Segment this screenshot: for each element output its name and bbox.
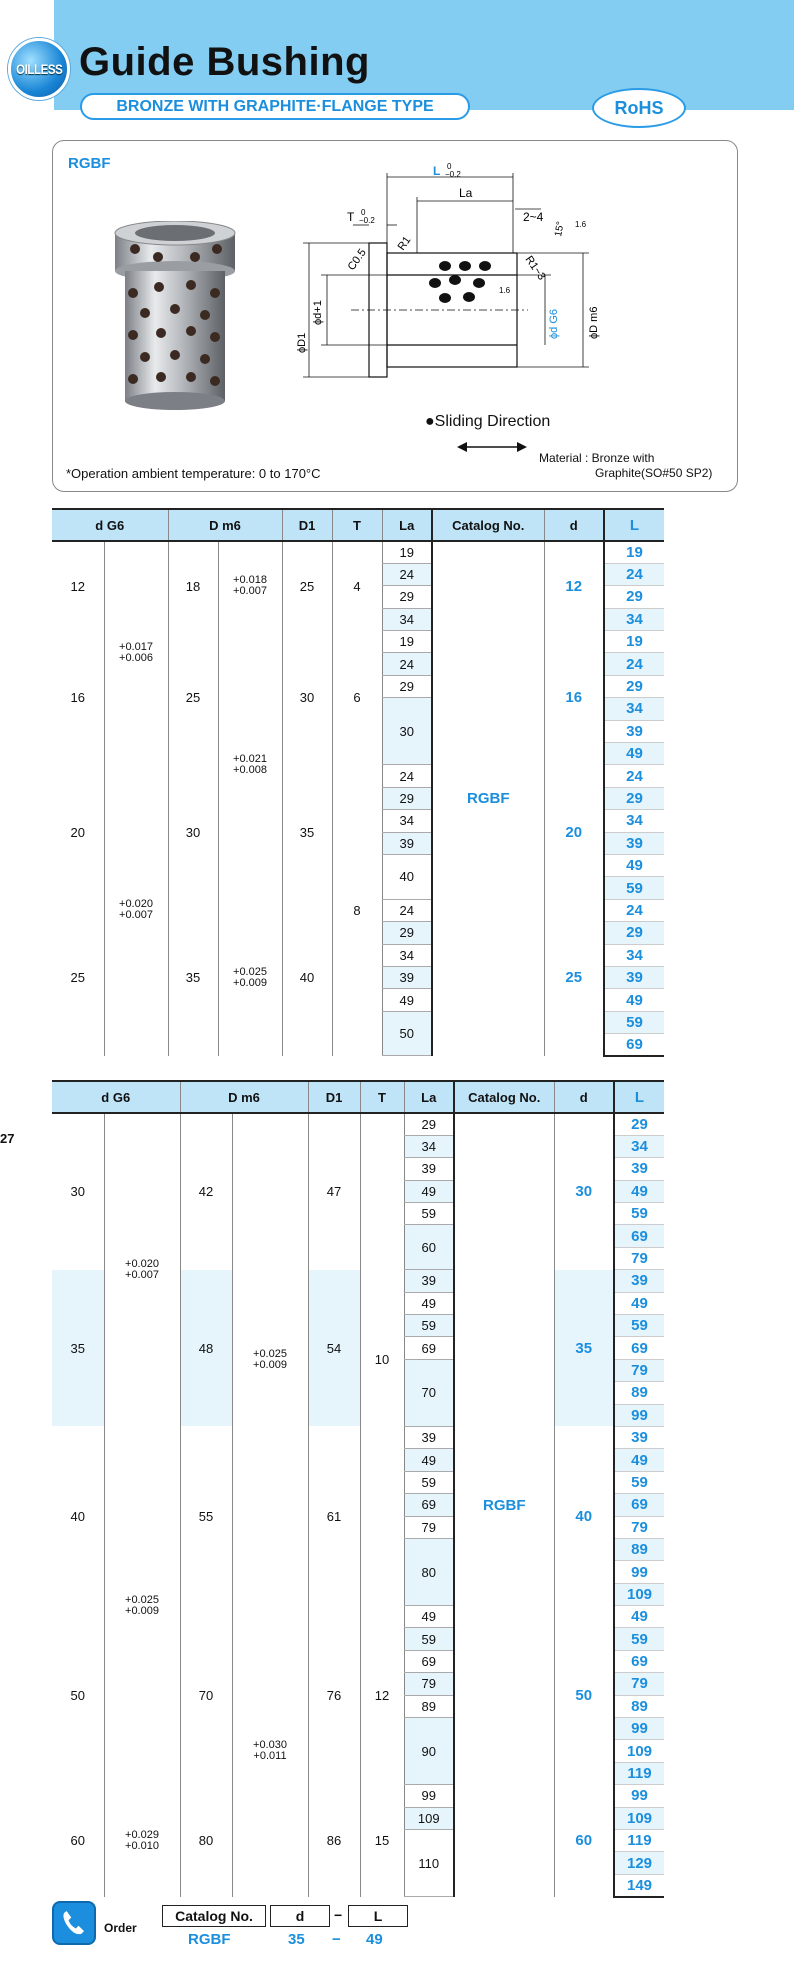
d1-cell: 61 [308, 1426, 360, 1605]
L-cell: 34 [604, 944, 664, 966]
dg6-cell: 25 [70, 970, 85, 986]
order-dash-value: − [332, 1931, 341, 1948]
d1-cell: 40 [282, 899, 332, 1056]
tol-upper: +0.030 [253, 1739, 287, 1752]
dm6-cell: 30 [168, 765, 218, 899]
phone-icon [52, 1901, 96, 1945]
catalog-cell: RGBF [454, 1113, 554, 1897]
tol-upper: +0.017 [119, 641, 153, 654]
dm6-tol-cell [232, 1606, 308, 1897]
L-cell: 119 [614, 1762, 664, 1784]
L-cell: 99 [614, 1561, 664, 1583]
la-cell: 29 [382, 922, 432, 944]
dim-r13: R1~3 [522, 253, 548, 283]
L-cell: 69 [614, 1225, 664, 1247]
la-cell: 110 [404, 1830, 454, 1897]
L-cell: 29 [604, 675, 664, 697]
dim-c05: C0.5 [345, 246, 369, 273]
la-cell: 59 [404, 1203, 454, 1225]
L-cell: 19 [604, 541, 664, 563]
tol-lower: +0.009 [125, 1604, 159, 1617]
d-cell: 20 [544, 765, 604, 899]
la-cell: 34 [382, 944, 432, 966]
sliding-arrow-icon [457, 441, 527, 453]
dm6-cell: 18 [168, 541, 218, 631]
dim-dplus: ϕd+1 [312, 300, 324, 325]
material-line-2: Graphite(SO#50 SP2) [595, 466, 713, 480]
L-cell: 79 [614, 1516, 664, 1538]
tolerance-value [253, 1740, 287, 1762]
dim-r1: R1 [395, 234, 414, 253]
la-cell: 19 [382, 631, 432, 653]
column-header: d G6 [52, 509, 168, 541]
column-header: D1 [282, 509, 332, 541]
dg6-cell: 30 [70, 1184, 85, 1200]
L-cell: 39 [604, 720, 664, 742]
tol-lower: +0.008 [233, 763, 267, 776]
tolerance-value [125, 1830, 159, 1852]
la-cell: 29 [382, 675, 432, 697]
d1-cell: 47 [308, 1113, 360, 1270]
dm6-tol-cell [218, 899, 282, 1056]
oilless-logo [8, 38, 70, 100]
dim-La: La [459, 186, 473, 200]
L-cell: 24 [604, 653, 664, 675]
table-row [52, 765, 664, 787]
la-cell: 34 [404, 1135, 454, 1157]
dm6-cell: 42 [180, 1113, 232, 1270]
L-cell: 34 [614, 1135, 664, 1157]
la-cell: 80 [404, 1538, 454, 1605]
la-cell: 89 [404, 1695, 454, 1717]
la-cell: 59 [404, 1471, 454, 1493]
L-cell: 49 [614, 1180, 664, 1202]
la-cell: 39 [382, 832, 432, 854]
dim-T: T [347, 210, 355, 224]
column-header: L [604, 509, 664, 541]
L-cell: 79 [614, 1673, 664, 1695]
la-cell: 90 [404, 1718, 454, 1785]
column-header: La [404, 1081, 454, 1113]
dim-dG6: ϕd G6 [548, 308, 560, 339]
d-cell: 40 [554, 1426, 614, 1605]
roughness-2: 1.6 [499, 286, 511, 295]
la-cell: 24 [382, 765, 432, 787]
page-title: Guide Bushing [79, 40, 370, 84]
tol-upper: +0.021 [233, 752, 267, 765]
dm6-cell: 48 [180, 1270, 232, 1427]
d1-cell: 54 [308, 1270, 360, 1427]
L-cell: 99 [614, 1404, 664, 1426]
tol-lower: +0.007 [119, 909, 153, 922]
dg6-tol-cell [104, 765, 168, 1056]
temperature-note: *Operation ambient temperature: 0 to 170°C [66, 466, 321, 481]
d-cell: 30 [554, 1113, 614, 1270]
sliding-direction: ●Sliding Direction [425, 413, 551, 430]
L-cell: 69 [604, 1034, 664, 1056]
dm6-tol-cell [232, 1113, 308, 1606]
la-cell: 39 [382, 966, 432, 988]
d1-cell: 86 [308, 1785, 360, 1897]
la-cell: 60 [404, 1225, 454, 1270]
L-cell: 49 [614, 1606, 664, 1628]
L-cell: 89 [614, 1382, 664, 1404]
dm6-cell: 55 [180, 1426, 232, 1605]
dg6-tol-cell [104, 1426, 180, 1784]
table-row [52, 541, 664, 563]
order-label: Order [104, 1921, 137, 1935]
dm6-tol-cell [218, 541, 282, 631]
dg6-cell: 60 [70, 1833, 85, 1849]
tolerance-value [125, 1259, 159, 1281]
column-header: D1 [308, 1081, 360, 1113]
dg6-tol-cell [104, 541, 168, 765]
L-cell: 34 [604, 698, 664, 720]
L-cell: 129 [614, 1852, 664, 1874]
tol-lower: +0.006 [119, 652, 153, 665]
la-cell: 39 [404, 1270, 454, 1292]
d1-cell: 35 [282, 765, 332, 899]
la-cell: 49 [404, 1180, 454, 1202]
table-row [52, 1113, 664, 1135]
L-cell: 29 [614, 1113, 664, 1135]
la-cell: 40 [382, 854, 432, 899]
L-cell: 24 [604, 563, 664, 585]
tolerance-value [119, 642, 153, 664]
order-L-header: L [348, 1905, 408, 1927]
la-cell: 24 [382, 653, 432, 675]
L-cell: 59 [614, 1203, 664, 1225]
dg6-cell: 12 [70, 578, 85, 594]
L-cell: 39 [614, 1426, 664, 1448]
L-cell: 24 [604, 765, 664, 787]
L-cell: 39 [614, 1158, 664, 1180]
L-cell: 49 [614, 1449, 664, 1471]
la-cell: 70 [404, 1359, 454, 1426]
d-cell: 25 [544, 899, 604, 1056]
L-cell: 99 [614, 1718, 664, 1740]
dg6-cell: 16 [70, 690, 85, 706]
la-cell: 49 [404, 1292, 454, 1314]
tol-upper: +0.020 [125, 1258, 159, 1271]
L-cell: 69 [614, 1650, 664, 1672]
roughness-1: 1.6 [575, 220, 587, 229]
la-cell: 50 [382, 1011, 432, 1056]
dim-Dm6: ϕD m6 [588, 306, 600, 339]
t-cell: 12 [360, 1606, 404, 1785]
material-line-1: Material : Bronze with [539, 451, 655, 465]
tol-lower: +0.011 [253, 1750, 287, 1763]
L-cell: 49 [614, 1292, 664, 1314]
L-cell: 59 [604, 877, 664, 899]
d1-cell: 30 [282, 631, 332, 765]
tolerance-value [253, 1349, 287, 1371]
dim-T-tol-up: 0 [361, 208, 366, 217]
dim-D1: ϕD1 [296, 332, 308, 353]
L-cell: 89 [614, 1538, 664, 1560]
L-cell: 69 [614, 1337, 664, 1359]
la-cell: 59 [404, 1628, 454, 1650]
logo-text: OILLESS [15, 61, 63, 77]
tolerance-value [233, 754, 267, 776]
la-cell: 79 [404, 1673, 454, 1695]
tol-upper: +0.025 [233, 965, 267, 978]
material-note [539, 451, 712, 481]
t-cell: 4 [332, 541, 382, 631]
column-header: T [332, 509, 382, 541]
tol-upper: +0.025 [125, 1593, 159, 1606]
la-cell: 29 [382, 586, 432, 608]
tolerance-value [233, 967, 267, 989]
t-cell: 8 [332, 765, 382, 1056]
dm6-tol-cell [218, 631, 282, 900]
L-cell: 69 [614, 1494, 664, 1516]
d-cell: 60 [554, 1785, 614, 1897]
column-header: D m6 [180, 1081, 308, 1113]
order-d-header: d [270, 1905, 330, 1927]
order-catalog-value: RGBF [188, 1931, 231, 1948]
column-header: d [544, 509, 604, 541]
la-cell: 49 [404, 1606, 454, 1628]
dg6-tol-cell [104, 1785, 180, 1897]
la-cell: 24 [382, 563, 432, 585]
dg6-cell: 40 [70, 1508, 85, 1524]
table-row [52, 1426, 664, 1448]
dm6-cell: 70 [180, 1606, 232, 1785]
L-cell: 59 [614, 1471, 664, 1493]
L-cell: 34 [604, 810, 664, 832]
page-number: 27 [0, 1131, 15, 1146]
product-panel [52, 140, 738, 492]
d-cell: 16 [544, 631, 604, 765]
column-header: d [554, 1081, 614, 1113]
la-cell: 79 [404, 1516, 454, 1538]
catalog-cell: RGBF [432, 541, 544, 1056]
t-cell: 10 [360, 1113, 404, 1606]
spec-table-1 [52, 508, 664, 1057]
L-cell: 109 [614, 1583, 664, 1605]
d-cell: 12 [544, 541, 604, 631]
L-cell: 19 [604, 631, 664, 653]
L-cell: 24 [604, 899, 664, 921]
tol-upper: +0.018 [233, 574, 267, 587]
L-cell: 79 [614, 1247, 664, 1269]
column-header: T [360, 1081, 404, 1113]
header-row [52, 509, 664, 541]
L-cell: 49 [604, 854, 664, 876]
tol-upper: +0.025 [253, 1347, 287, 1360]
L-cell: 59 [614, 1628, 664, 1650]
t-cell: 15 [360, 1785, 404, 1897]
L-cell: 149 [614, 1874, 664, 1896]
dm6-cell: 35 [168, 899, 218, 1056]
order-L-value: 49 [366, 1931, 383, 1948]
dim-angle: 15° [553, 220, 567, 238]
order-example [52, 1897, 792, 1957]
L-cell: 119 [614, 1830, 664, 1852]
la-cell: 59 [404, 1315, 454, 1337]
tol-upper: +0.020 [119, 898, 153, 911]
tol-upper: +0.029 [125, 1828, 159, 1841]
la-cell: 49 [382, 989, 432, 1011]
bushing-photo [113, 221, 243, 421]
tolerance-value [119, 899, 153, 921]
L-cell: 59 [604, 1011, 664, 1033]
la-cell: 24 [382, 899, 432, 921]
L-cell: 89 [614, 1695, 664, 1717]
order-dash-header: − [334, 1907, 343, 1923]
d-cell: 50 [554, 1606, 614, 1785]
la-cell: 69 [404, 1337, 454, 1359]
L-cell: 109 [614, 1740, 664, 1762]
la-cell: 69 [404, 1494, 454, 1516]
column-header: L [614, 1081, 664, 1113]
L-cell: 109 [614, 1807, 664, 1829]
dm6-cell: 80 [180, 1785, 232, 1897]
rohs-badge: RoHS [592, 88, 686, 128]
la-cell: 19 [382, 541, 432, 563]
la-cell: 34 [382, 810, 432, 832]
tolerance-value [233, 575, 267, 597]
la-cell: 30 [382, 698, 432, 765]
column-header: Catalog No. [454, 1081, 554, 1113]
tolerance-value [125, 1595, 159, 1617]
column-header: d G6 [52, 1081, 180, 1113]
d-cell: 35 [554, 1270, 614, 1427]
la-cell: 29 [404, 1113, 454, 1135]
header-row [52, 1081, 664, 1113]
dg6-cell: 20 [70, 824, 85, 840]
technical-drawing [293, 163, 733, 423]
tol-lower: +0.009 [233, 976, 267, 989]
dim-L-tol-dn: −0.2 [445, 170, 461, 179]
tol-lower: +0.007 [125, 1269, 159, 1282]
L-cell: 39 [614, 1270, 664, 1292]
column-header: Catalog No. [432, 509, 544, 541]
dim-T-tol-dn: −0.2 [359, 216, 375, 225]
spec-table-2 [52, 1080, 664, 1898]
dim-L: L [433, 164, 441, 178]
dm6-cell: 25 [168, 631, 218, 765]
la-cell: 69 [404, 1650, 454, 1672]
la-cell: 39 [404, 1426, 454, 1448]
L-cell: 49 [604, 743, 664, 765]
dg6-cell: 50 [70, 1687, 85, 1703]
column-header: D m6 [168, 509, 282, 541]
la-cell: 99 [404, 1785, 454, 1807]
la-cell: 39 [404, 1158, 454, 1180]
L-cell: 99 [614, 1785, 664, 1807]
L-cell: 39 [604, 832, 664, 854]
model-tag: RGBF [68, 155, 111, 172]
subtitle-badge: BRONZE WITH GRAPHITE·FLANGE TYPE [80, 93, 470, 120]
L-cell: 79 [614, 1359, 664, 1381]
tol-lower: +0.009 [253, 1358, 287, 1371]
la-cell: 109 [404, 1807, 454, 1829]
dim-L-tol-up: 0 [447, 163, 452, 171]
L-cell: 59 [614, 1315, 664, 1337]
dim-chamfer: 2~4 [523, 210, 544, 224]
d1-cell: 25 [282, 541, 332, 631]
L-cell: 49 [604, 989, 664, 1011]
dg6-cell: 35 [52, 1270, 104, 1427]
dg6-tol-cell [104, 1113, 180, 1426]
L-cell: 29 [604, 787, 664, 809]
la-cell: 29 [382, 787, 432, 809]
t-cell: 6 [332, 631, 382, 765]
order-catalog-header: Catalog No. [162, 1905, 266, 1927]
L-cell: 29 [604, 586, 664, 608]
L-cell: 39 [604, 966, 664, 988]
la-cell: 49 [404, 1449, 454, 1471]
L-cell: 29 [604, 922, 664, 944]
la-cell: 34 [382, 608, 432, 630]
column-header: La [382, 509, 432, 541]
order-d-value: 35 [288, 1931, 305, 1948]
tol-lower: +0.007 [233, 585, 267, 598]
L-cell: 34 [604, 608, 664, 630]
tol-lower: +0.010 [125, 1839, 159, 1852]
d1-cell: 76 [308, 1606, 360, 1785]
table-row [52, 1785, 664, 1807]
